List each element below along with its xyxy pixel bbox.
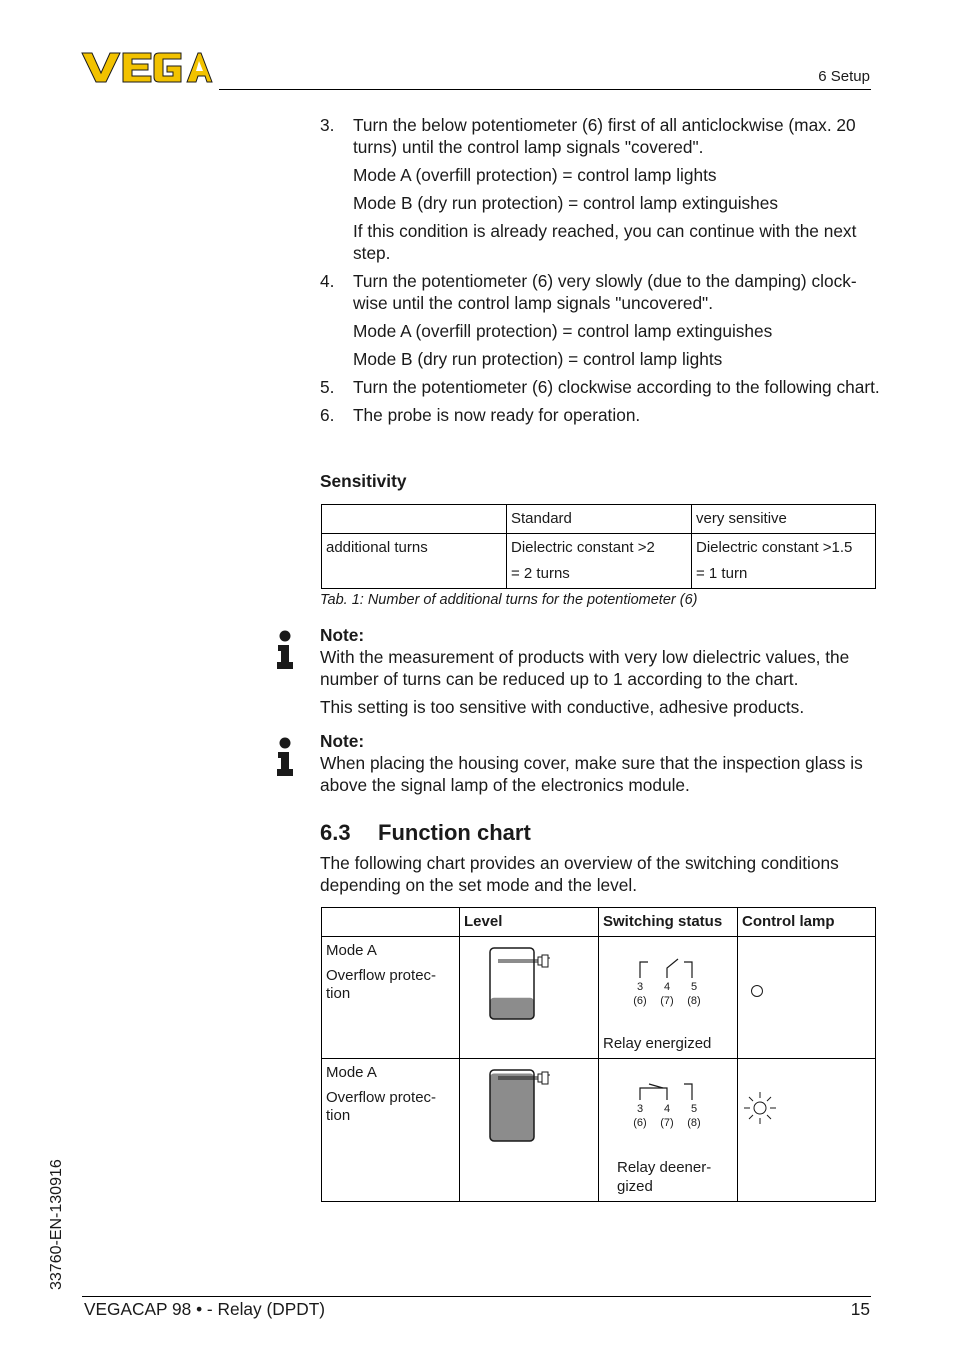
section-heading (320, 820, 531, 846)
step-text: The probe is now ready for operation. (353, 405, 641, 425)
probe-housing (542, 955, 548, 967)
step-5: 5. Turn the potentiometer (6) clockwise according to the following chart. (320, 377, 880, 397)
vessel-fill (490, 1074, 534, 1142)
section-title: Function chart (378, 820, 531, 845)
switching-cell (599, 937, 738, 1059)
terminal-label: (8) (687, 1117, 701, 1129)
table-cell: Dielectric constant >1.5 = 1 turn (692, 534, 876, 589)
step-text: Turn the potentiometer (6) clockwise according to the following chart. (353, 377, 880, 397)
terminal-label: 5 (690, 981, 698, 993)
terminal-label: (7) (660, 995, 674, 1007)
terminal-label: (7) (660, 1117, 674, 1129)
table-header: Switching status (599, 908, 738, 937)
contact-switch (640, 1088, 667, 1100)
setup-steps (320, 114, 880, 432)
table-row (322, 1059, 876, 1202)
table-header: Control lamp (738, 908, 876, 937)
table-header-row (322, 505, 876, 534)
relay-contact-icon (603, 942, 733, 1012)
sensitivity-title: Sensitivity (320, 471, 407, 491)
contact-switch (667, 959, 678, 978)
table-header (322, 908, 460, 937)
table-header-row (322, 908, 876, 937)
lamp-cell (738, 1059, 876, 1202)
step-sub: If this condition is already reached, you can continue with the next step. (353, 221, 857, 263)
note-text: With the measurement of products with very low dielectric values, the number of turns can be reduced up to 1 according to the chart. (320, 647, 850, 689)
mode-desc: Overflow protec-tion (326, 1089, 437, 1124)
step-3: 3. Turn the below potentiometer (6) first of all anticlockwise (max. 20 turns) until the control lamp signals "covered". Mode A (overfill protection) = control lamp lights Mode B (dry run protection) = control lamp extinguishes If this condition is already reached, you can continue with the next step. (320, 114, 880, 264)
lamp-on-icon (742, 1090, 778, 1126)
note-1 (320, 624, 880, 718)
info-icon (275, 737, 295, 777)
step-text: Turn the below potentiometer (6) first of all anticlockwise (max. 20 turns) until the control lamp signals "covered". (353, 115, 856, 157)
terminal-label: 4 (663, 981, 671, 993)
note-title: Note: (320, 625, 365, 645)
page-number: 15 (850, 1299, 870, 1319)
section-number: 6.3 (320, 820, 351, 845)
table-cell: Standard (507, 505, 692, 534)
probe-flange (538, 1074, 542, 1082)
terminal-label: 4 (663, 1103, 671, 1115)
vessel-fill (490, 998, 534, 1019)
function-chart-table (321, 907, 876, 1202)
footer-product: VEGACAP 98 • - Relay (DPDT) (84, 1299, 326, 1319)
terminal-label: 5 (690, 1103, 698, 1115)
probe-housing (542, 1072, 548, 1084)
info-icon (275, 630, 295, 670)
mode-label: Mode A (326, 1064, 377, 1081)
vessel-icon (464, 942, 594, 1022)
note-text: When placing the housing cover, make sure that the inspection glass is above the signal lamp of the electronics module. (320, 753, 863, 795)
terminal-label: (6) (633, 1117, 647, 1129)
note-title: Note: (320, 731, 365, 751)
section-label: 6 Setup (818, 68, 870, 85)
step-4: 4. Turn the potentiometer (6) very slowly (due to the damping) clock-wise until the control lamp signals "uncovered". Mode A (overfill protection) = control lamp extinguishes Mode B (dry run protection) = control lamp lights (320, 270, 880, 370)
document-id: 33760-EN-130916 (48, 1159, 65, 1290)
step-sub: Mode A (overfill protection) = control lamp extinguishes (353, 321, 773, 341)
relay-status: Relay energized (603, 1035, 712, 1052)
table-caption: Tab. 1: Number of additional turns for the potentiometer (6) (320, 592, 698, 608)
table-row (322, 937, 876, 1059)
table-header: Level (460, 908, 599, 937)
relay-status: Relay deener-gized (617, 1159, 712, 1195)
step-sub: Mode A (overfill protection) = control lamp lights (353, 165, 717, 185)
contact-no (684, 962, 692, 978)
step-sub: Mode B (dry run protection) = control lamp extinguishes (353, 193, 779, 213)
mode-cell (322, 937, 460, 1059)
sensitivity-table (321, 504, 876, 589)
vega-logo (81, 50, 213, 84)
mode-cell (322, 1059, 460, 1202)
terminal-label: 3 (636, 1103, 644, 1115)
mode-label: Mode A (326, 942, 377, 959)
vessel-icon (464, 1064, 594, 1144)
header-rule (219, 89, 871, 90)
table-row (322, 534, 876, 589)
terminal-label: 3 (636, 981, 644, 993)
note-2 (320, 730, 880, 796)
table-cell: additional turns (322, 534, 507, 589)
contact-no (684, 1084, 692, 1100)
contact-nc (640, 962, 648, 978)
terminal-label: (6) (633, 995, 647, 1007)
mode-desc: Overflow protec-tion (326, 967, 437, 1002)
level-cell (460, 1059, 599, 1202)
relay-contact-icon (603, 1064, 733, 1134)
step-6: 6. The probe is now ready for operation. (320, 404, 880, 426)
lamp-off-icon (742, 976, 772, 1006)
table-cell: Dielectric constant >2 = 2 turns (507, 534, 692, 589)
section-intro: The following chart provides an overview of the switching conditions depending on the set mode and the level. (320, 853, 839, 895)
level-cell (460, 937, 599, 1059)
note-text: This setting is too sensitive with conductive, adhesive products. (320, 697, 805, 717)
step-text: Turn the potentiometer (6) very slowly (due to the damping) clock-wise until the control lamp signals "uncovered". (353, 271, 857, 313)
lamp-cell (738, 937, 876, 1059)
terminal-label: (8) (687, 995, 701, 1007)
table-cell: very sensitive (692, 505, 876, 534)
probe-flange (538, 957, 542, 965)
step-sub: Mode B (dry run protection) = control lamp lights (353, 349, 723, 369)
footer-rule (82, 1296, 871, 1297)
table-cell (322, 505, 507, 534)
switching-cell (599, 1059, 738, 1202)
